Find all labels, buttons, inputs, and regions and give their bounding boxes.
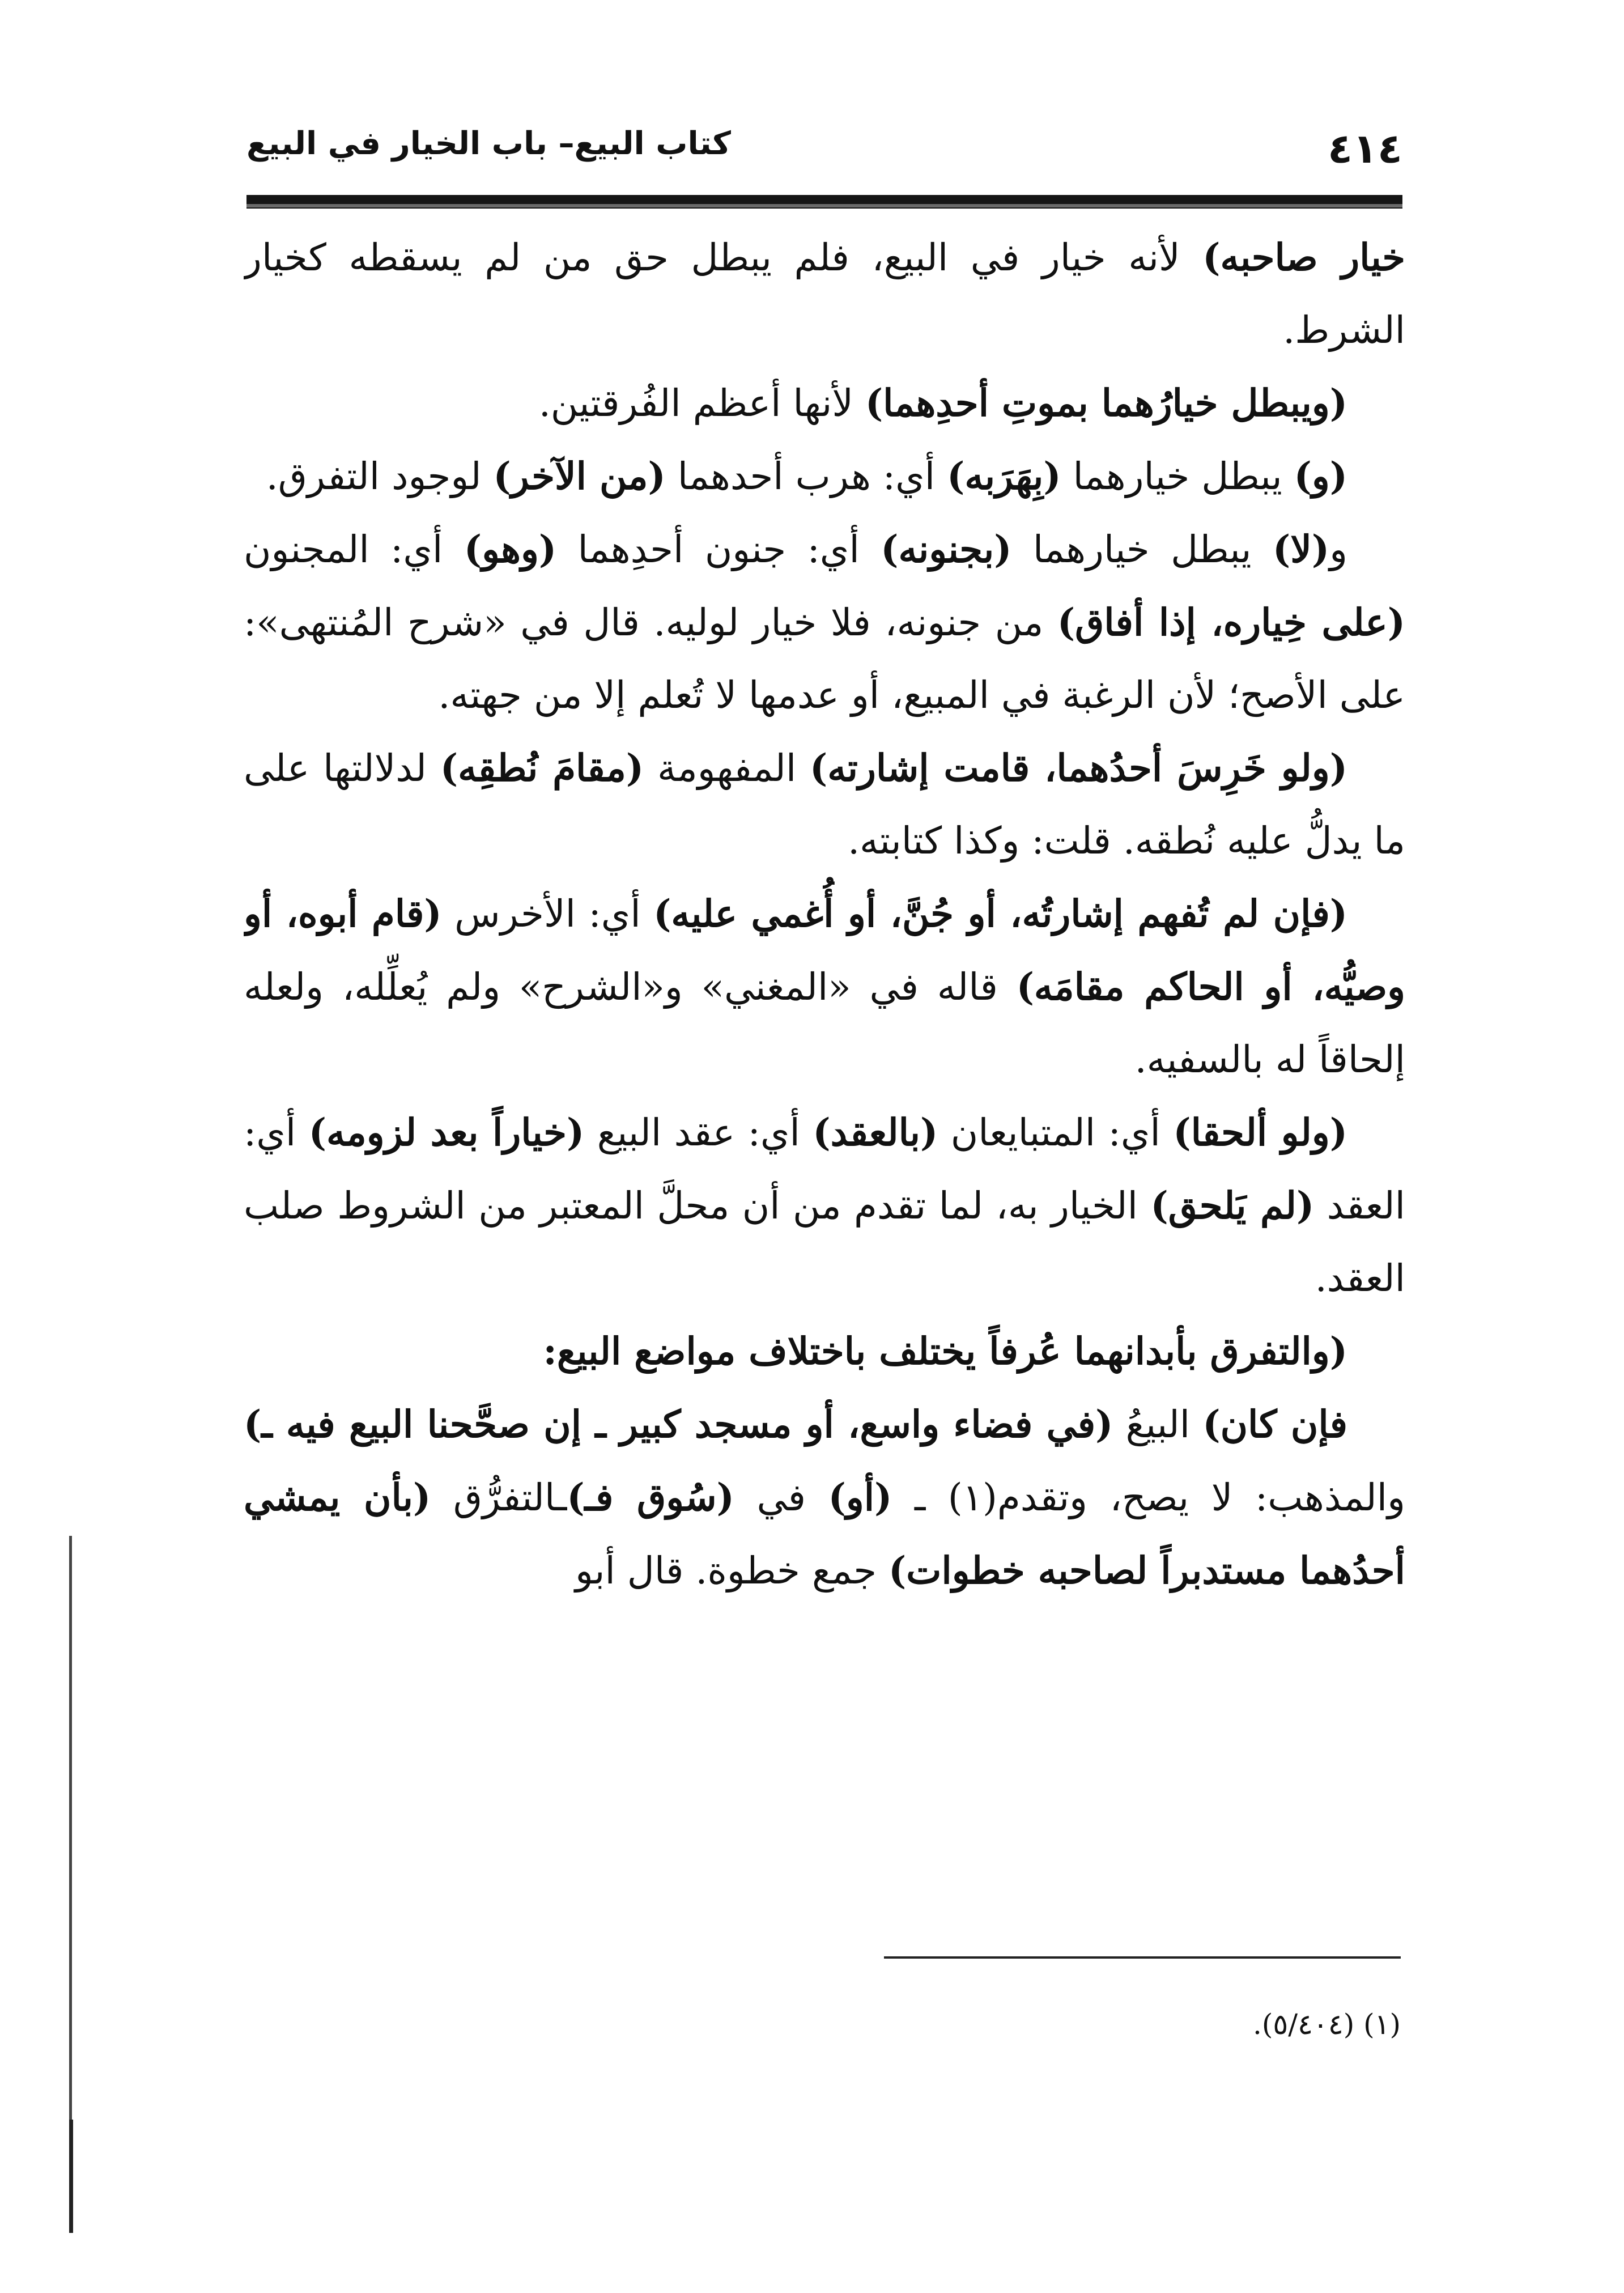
sharh-text: المفهومة [644,746,810,790]
sharh-text: أي: هرب أحدهما [665,455,947,498]
sharh-text: قاله في «المغني» و«الشرح» ولم يُعلِّله، ولعله إلحاقاً له بالسفيه. [244,965,1405,1081]
sharh-text: أي: الأخرس [441,892,654,936]
sharh-text: البيعُ [1113,1403,1203,1446]
matn-text: (بالعقد) [813,1110,938,1154]
matn-text: (لا) [1273,527,1330,571]
matn-text: (والتفرق بأبدانهما عُرفاً يختلف باختلاف مواضع البيع: [543,1329,1347,1373]
matn-text: (خياراً بعد لزومه) [308,1110,585,1154]
binding-shadow-line-lower [69,2120,73,2233]
sharh-text: أي: جنون أحدِهما [556,528,881,571]
matn-text: (سُوق فـ) [567,1475,734,1519]
matn-text: (ولو خَرِسَ أحدُهما، قامت إشارته) [810,746,1348,790]
sharh-text: أي: العقد [244,1111,1405,1228]
matn-text: (من الآخر) [493,454,666,498]
paragraph [244,513,1405,732]
sharh-text: أي: المتبايعان [938,1111,1174,1154]
sharh-text: لأنه خيار في البيع، فلم يبطل حق من لم يسقطه كخيار الشرط. [244,236,1405,352]
sharh-text: من جنونه، فلا خيار لوليه. قال في «شرح المُنتهى»: على الأصح؛ لأن الرغبة في المبيع، أو عدمها لا تُعلم إلا من جهته. [244,601,1405,717]
matn-text: فإن كان) [1202,1402,1347,1446]
matn-text: (مقامَ نُطقِه) [440,746,644,790]
sharh-text: جمع خطوة. قال أبو [575,1549,889,1593]
matn-text: (بِهَرَبه) [947,454,1061,498]
running-title: كتاب البيع– باب الخيار في البيع [246,125,731,162]
matn-text: (في فضاء واسع، أو مسجد كبير ـ إن صحَّحنا البيع فيه ـ) [244,1402,1113,1446]
sharh-text: و [1329,528,1347,571]
matn-text: (ولو ألحقا) [1173,1110,1347,1154]
paragraph [244,221,1405,367]
paragraph [244,732,1405,877]
footnote-rule [884,1956,1401,1959]
matn-text: (على خِياره، إذا أفاق) [1057,600,1405,644]
matn-text: (قام أبوه، أو وصيُّه، أو الحاكم مقامَه) [244,891,1405,1009]
paragraph [244,440,1405,513]
sharh-text: لدلالتها على ما يدلُّ عليه نُطقه. قلت: وكذا كتابته. [244,746,1405,863]
matn-text: (فإن لم تُفهم إشارتُه، أو جُنَّ، أو أُغمي عليه) [653,891,1347,936]
paragraph [244,1388,1405,1607]
paragraph [244,367,1405,440]
sharh-text: يبطل خيارهما [1061,455,1294,498]
sharh-text: أي: المجنون [244,528,464,571]
page-header [246,124,1402,175]
matn-text: (و) [1294,454,1347,498]
sharh-text: والمذهب: لا يصح، وتقدم(١) ـ [892,1476,1405,1519]
paragraph [244,1315,1405,1388]
page-number: ٤١٤ [1328,125,1402,172]
matn-text: (لم يَلحق) [1150,1183,1315,1228]
sharh-text: لأنها أعظم الفُرقتين. [538,381,865,425]
matn-text: (ويبطل خيارُهما بموتِ أحدِهما) [865,381,1347,425]
sharh-text: ـالتفرُّق [431,1476,567,1519]
header-rule-inner [246,204,1402,207]
binding-shadow-line [69,1536,72,2165]
sharh-text: يبطل خيارهما [1011,528,1273,571]
matn-text: (بجنونه) [881,527,1012,571]
matn-text: (أو) [828,1475,892,1519]
sharh-text: لوجود التفرق. [266,455,494,498]
sharh-text: الخيار به، لما تقدم من أن محلَّ المعتبر من الشروط صلب العقد. [244,1184,1405,1300]
paragraph [244,877,1405,1096]
paragraph [244,1096,1405,1315]
body-text [244,221,1405,1950]
matn-text: (وهو) [464,527,557,571]
matn-text: (بأن يمشي أحدُهما مستدبراً لصاحبه خطوات) [244,1475,1405,1593]
footnote: (١) (٥/٤٠٤). [1253,2008,1401,2041]
sharh-text: في [734,1476,828,1519]
matn-text: خيار صاحبه) [1202,235,1405,279]
sharh-text: أي: عقد البيع [584,1111,813,1154]
